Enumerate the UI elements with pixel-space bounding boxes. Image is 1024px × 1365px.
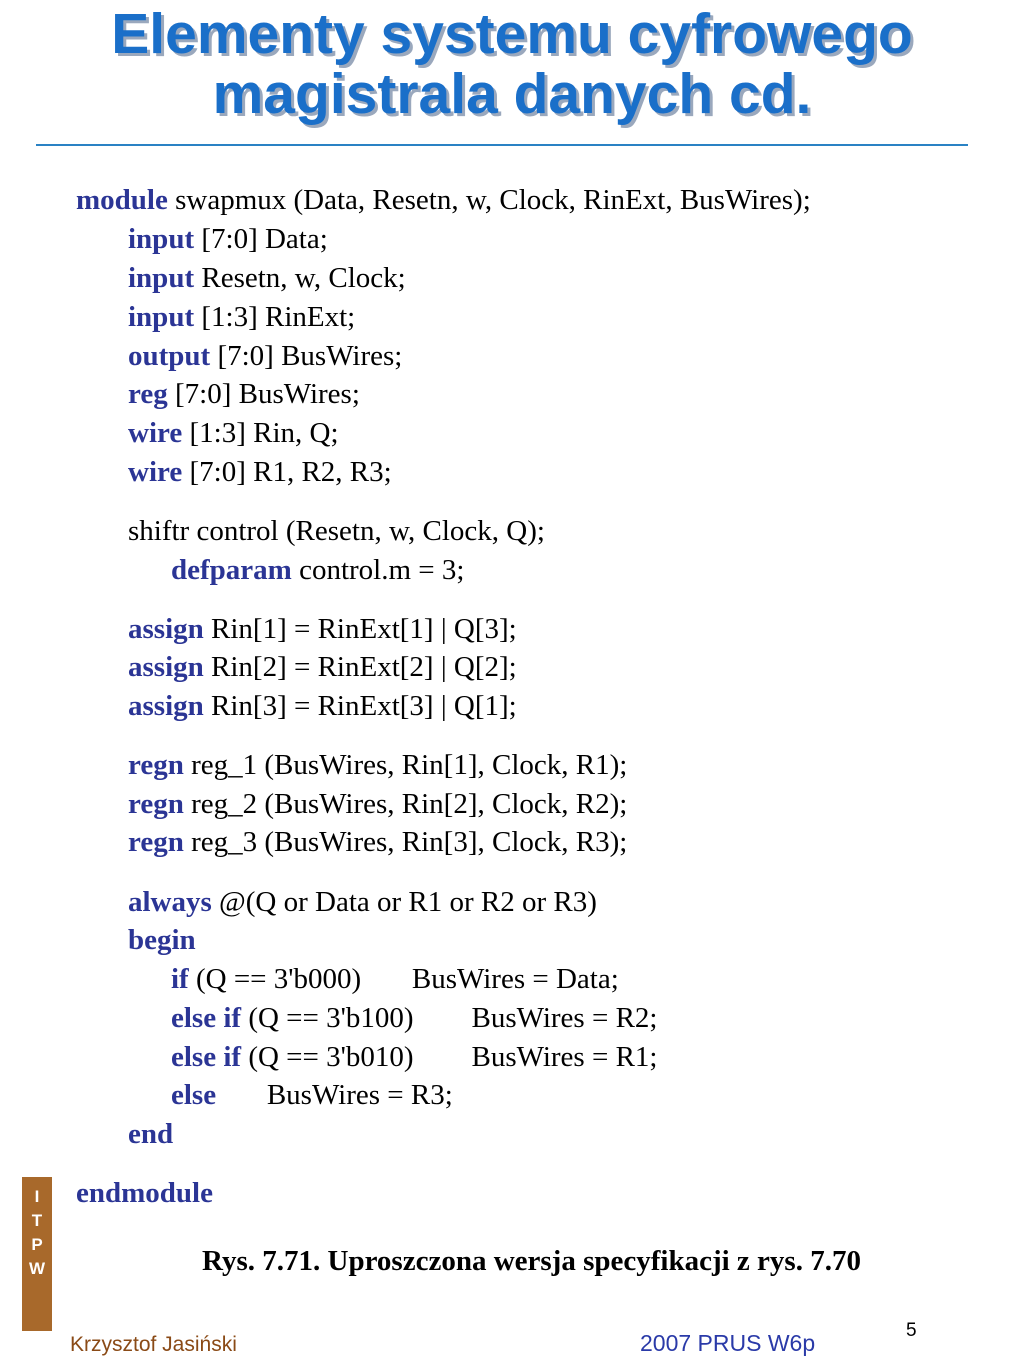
itpw-sidebar [22,1177,52,1331]
code-keyword: wire [128,456,183,488]
code-text: reg_3 (BusWires, Rin[3], Clock, R3); [183,826,628,858]
code-text: [7:0] Data; [194,223,328,255]
code-line [128,650,517,684]
figure-caption: Rys. 7.71. Uproszczona wersja specyfikacji z rys. 7.70 [202,1245,861,1277]
sidebar-letter: W [28,1259,46,1278]
code-keyword: end [128,1118,174,1150]
code-line [128,514,545,548]
code-text: Resetn, w, Clock; [194,262,406,294]
code-text: control.m = 3; [291,554,465,586]
code-keyword: else [171,1079,217,1111]
code-text: reg_1 (BusWires, Rin[1], Clock, R1); [183,749,628,781]
code-text: (Q == 3'b000) BusWires = Data; [188,963,619,995]
code-line [171,1001,657,1035]
code-line [171,553,464,587]
code-line [171,1078,453,1112]
code-line [128,261,406,295]
code-line [128,416,339,450]
code-line [128,339,402,373]
code-keyword: reg [128,378,168,410]
code-text: [7:0] R1, R2, R3; [182,456,392,488]
code-keyword: assign [128,613,204,645]
code-text: BusWires = R3; [216,1079,453,1111]
code-keyword: output [128,340,211,372]
code-line [128,923,196,957]
code-keyword: regn [128,788,184,820]
slide-title [0,4,1024,124]
code-line [171,962,619,996]
page-number: 5 [906,1320,917,1341]
slide-title-line-2: magistrala danych cd. [212,62,812,126]
code-text: [1:3] Rin, Q; [182,417,339,449]
code-line [128,1117,173,1151]
code-text: shiftr control (Resetn, w, Clock, Q); [128,515,545,547]
code-text: (Q == 3'b010) BusWires = R1; [241,1041,658,1073]
code-keyword: module [76,184,168,216]
code-keyword: input [128,223,195,255]
title-divider [36,144,968,146]
code-text: Rin[1] = RinExt[1] | Q[3]; [203,613,517,645]
code-text: reg_2 (BusWires, Rin[2], Clock, R2); [183,788,628,820]
slide-title-line-1: Elementy systemu cyfrowego [111,2,913,66]
code-line [128,825,627,859]
code-line [128,222,328,256]
code-text: (Q == 3'b100) BusWires = R2; [241,1002,658,1034]
code-line [128,787,627,821]
code-line [128,748,627,782]
code-keyword: regn [128,826,184,858]
code-keyword: endmodule [76,1177,213,1209]
code-line [128,885,597,919]
code-keyword: begin [128,924,196,956]
code-keyword: if [171,963,189,995]
footer-course: 2007 PRUS W6p [640,1330,816,1356]
footer-author: Krzysztof Jasiński [70,1333,237,1356]
code-keyword: assign [128,690,204,722]
code-line [128,455,392,489]
code-keyword: else if [171,1041,242,1073]
code-line [76,183,811,217]
code-line [128,377,360,411]
code-line [76,1176,213,1210]
code-line [128,689,517,723]
code-keyword: else if [171,1002,242,1034]
code-text: @(Q or Data or R1 or R2 or R3) [211,886,597,918]
sidebar-letter: I [34,1187,40,1206]
sidebar-letter: T [31,1211,43,1230]
code-text: swapmux (Data, Resetn, w, Clock, RinExt, BusWires); [167,184,811,216]
code-keyword: assign [128,651,204,683]
code-keyword: input [128,301,195,333]
code-text: [7:0] BusWires; [167,378,360,410]
code-keyword: defparam [171,554,292,586]
code-line [128,300,355,334]
code-text: [1:3] RinExt; [194,301,356,333]
code-text: Rin[3] = RinExt[3] | Q[1]; [203,690,517,722]
code-text: Rin[2] = RinExt[2] | Q[2]; [203,651,517,683]
code-keyword: input [128,262,195,294]
code-text: [7:0] BusWires; [210,340,403,372]
code-keyword: always [128,886,212,918]
code-keyword: wire [128,417,183,449]
sidebar-letter: P [31,1235,43,1254]
code-line [128,612,517,646]
code-keyword: regn [128,749,184,781]
code-line [171,1040,657,1074]
